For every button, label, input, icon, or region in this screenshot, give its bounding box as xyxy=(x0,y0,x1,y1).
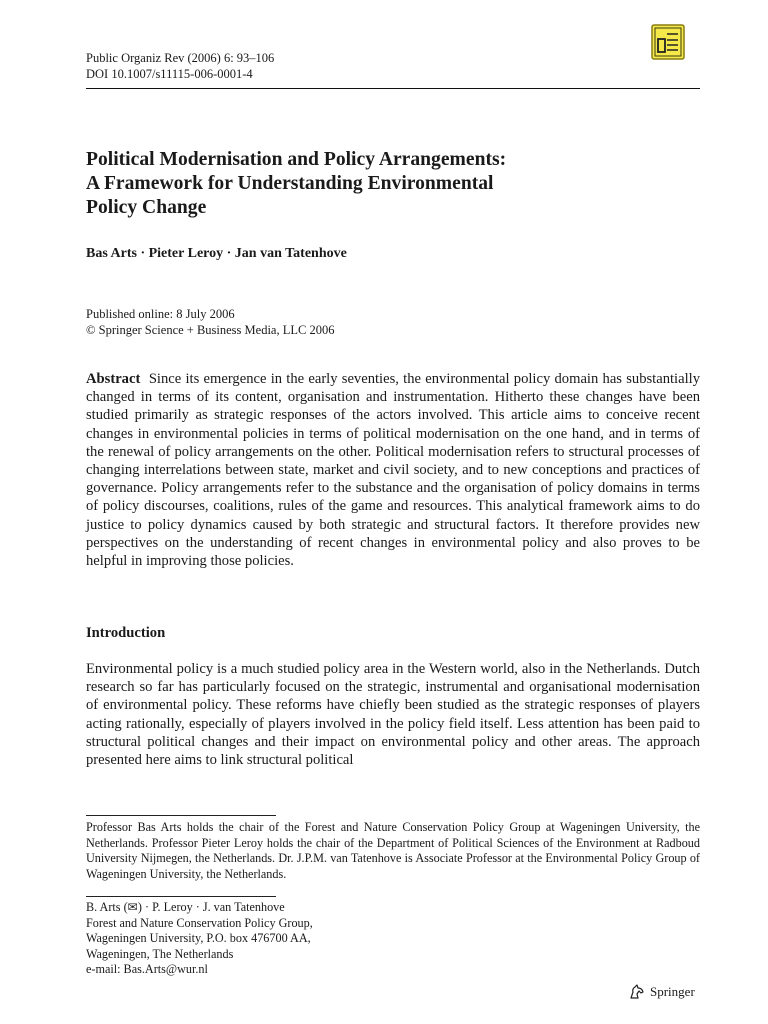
document-badge-icon xyxy=(651,24,685,60)
publisher-logo xyxy=(628,984,695,1000)
title-line: A Framework for Understanding Environmental xyxy=(86,173,494,194)
header-rule xyxy=(86,88,700,89)
title-line: Policy Change xyxy=(86,197,207,218)
section-heading-introduction: Introduction xyxy=(86,625,166,641)
author-list: Bas Arts · Pieter Leroy · Jan van Tatenhove xyxy=(86,246,347,261)
running-head xyxy=(86,50,274,82)
abstract-label: Abstract xyxy=(86,371,141,387)
affiliation-email: e-mail: Bas.Arts@wur.nl xyxy=(86,962,208,977)
journal-citation: Public Organiz Rev (2006) 6: 93–106 xyxy=(86,51,275,65)
affiliation-country: Wageningen, The Netherlands xyxy=(86,946,234,961)
publication-info xyxy=(86,306,334,338)
affiliation-group: Forest and Nature Conservation Policy Group, xyxy=(86,915,313,930)
title-line: Political Modernisation and Policy Arrangements: xyxy=(86,149,507,170)
author-affiliation xyxy=(86,900,313,978)
abstract-text: Since its emergence in the early seventies, the environmental policy domain has substantially changed in terms of its content, organisation and instrumentation. Hitherto these changes have been studied primarily as strategic responses of the actors involved. This article aims to conceive recent changes in environmental policies in terms of political modernisation on the one hand, and in terms of the renewal of policy arrangements on the other. Political modernisation refers to structural processes of changing interrelations between state, market and civil society, and to new conceptions and practices of governance. Policy arrangements refer to the substance and the organisation of policy domains in terms of policy discourses, coalitions, rules of the game and resources. This analytical framework aims to do justice to policy dynamics caused by both strategic and structural factors. It therefore provides new perspectives on the understanding of recent changes in environmental policy and also proves to be helpful in improving those policies. xyxy=(86,371,701,570)
footnote-rule xyxy=(86,815,276,816)
affiliation-rule xyxy=(86,896,276,897)
abstract xyxy=(86,370,700,570)
article-title xyxy=(86,148,646,220)
springer-horse-icon xyxy=(628,984,646,1000)
affiliation-authors: B. Arts (✉) · P. Leroy · J. van Tatenhove xyxy=(86,900,285,914)
article-page xyxy=(86,0,700,1024)
affiliation-address: Wageningen University, P.O. box 476700 AA, xyxy=(86,931,311,946)
doi: DOI 10.1007/s11115-006-0001-4 xyxy=(86,67,253,81)
published-date: Published online: 8 July 2006 xyxy=(86,307,235,321)
copyright-notice: © Springer Science + Business Media, LLC 2006 xyxy=(86,323,335,337)
author-bio-footnote: Professor Bas Arts holds the chair of the Forest and Nature Conservation Policy Group at Wageningen University, the Netherlands. Professor Pieter Leroy holds the chair of the Department of Political Sciences of the Environment at Radboud University Nijmegen, the Netherlands. Dr. J.P.M. van Tatenhove is Associate Professor at the Environmental Policy Group of Wageningen University, the Netherlands. xyxy=(86,820,700,881)
publisher-name: Springer xyxy=(650,984,695,999)
introduction-text: Environmental policy is a much studied policy area in the Western world, also in the Netherlands. Dutch research so far has particularly focused on the strategic, instrumental and organisational modernisation of environmental policy. These reforms have chiefly been studied as the strategic responses of players acting rationally, especially of players involved in the policy field itself. Less attention has been paid to structural political changes and their impact on environmental policy and other areas. The approach presented here aims to link structural political xyxy=(86,661,700,769)
